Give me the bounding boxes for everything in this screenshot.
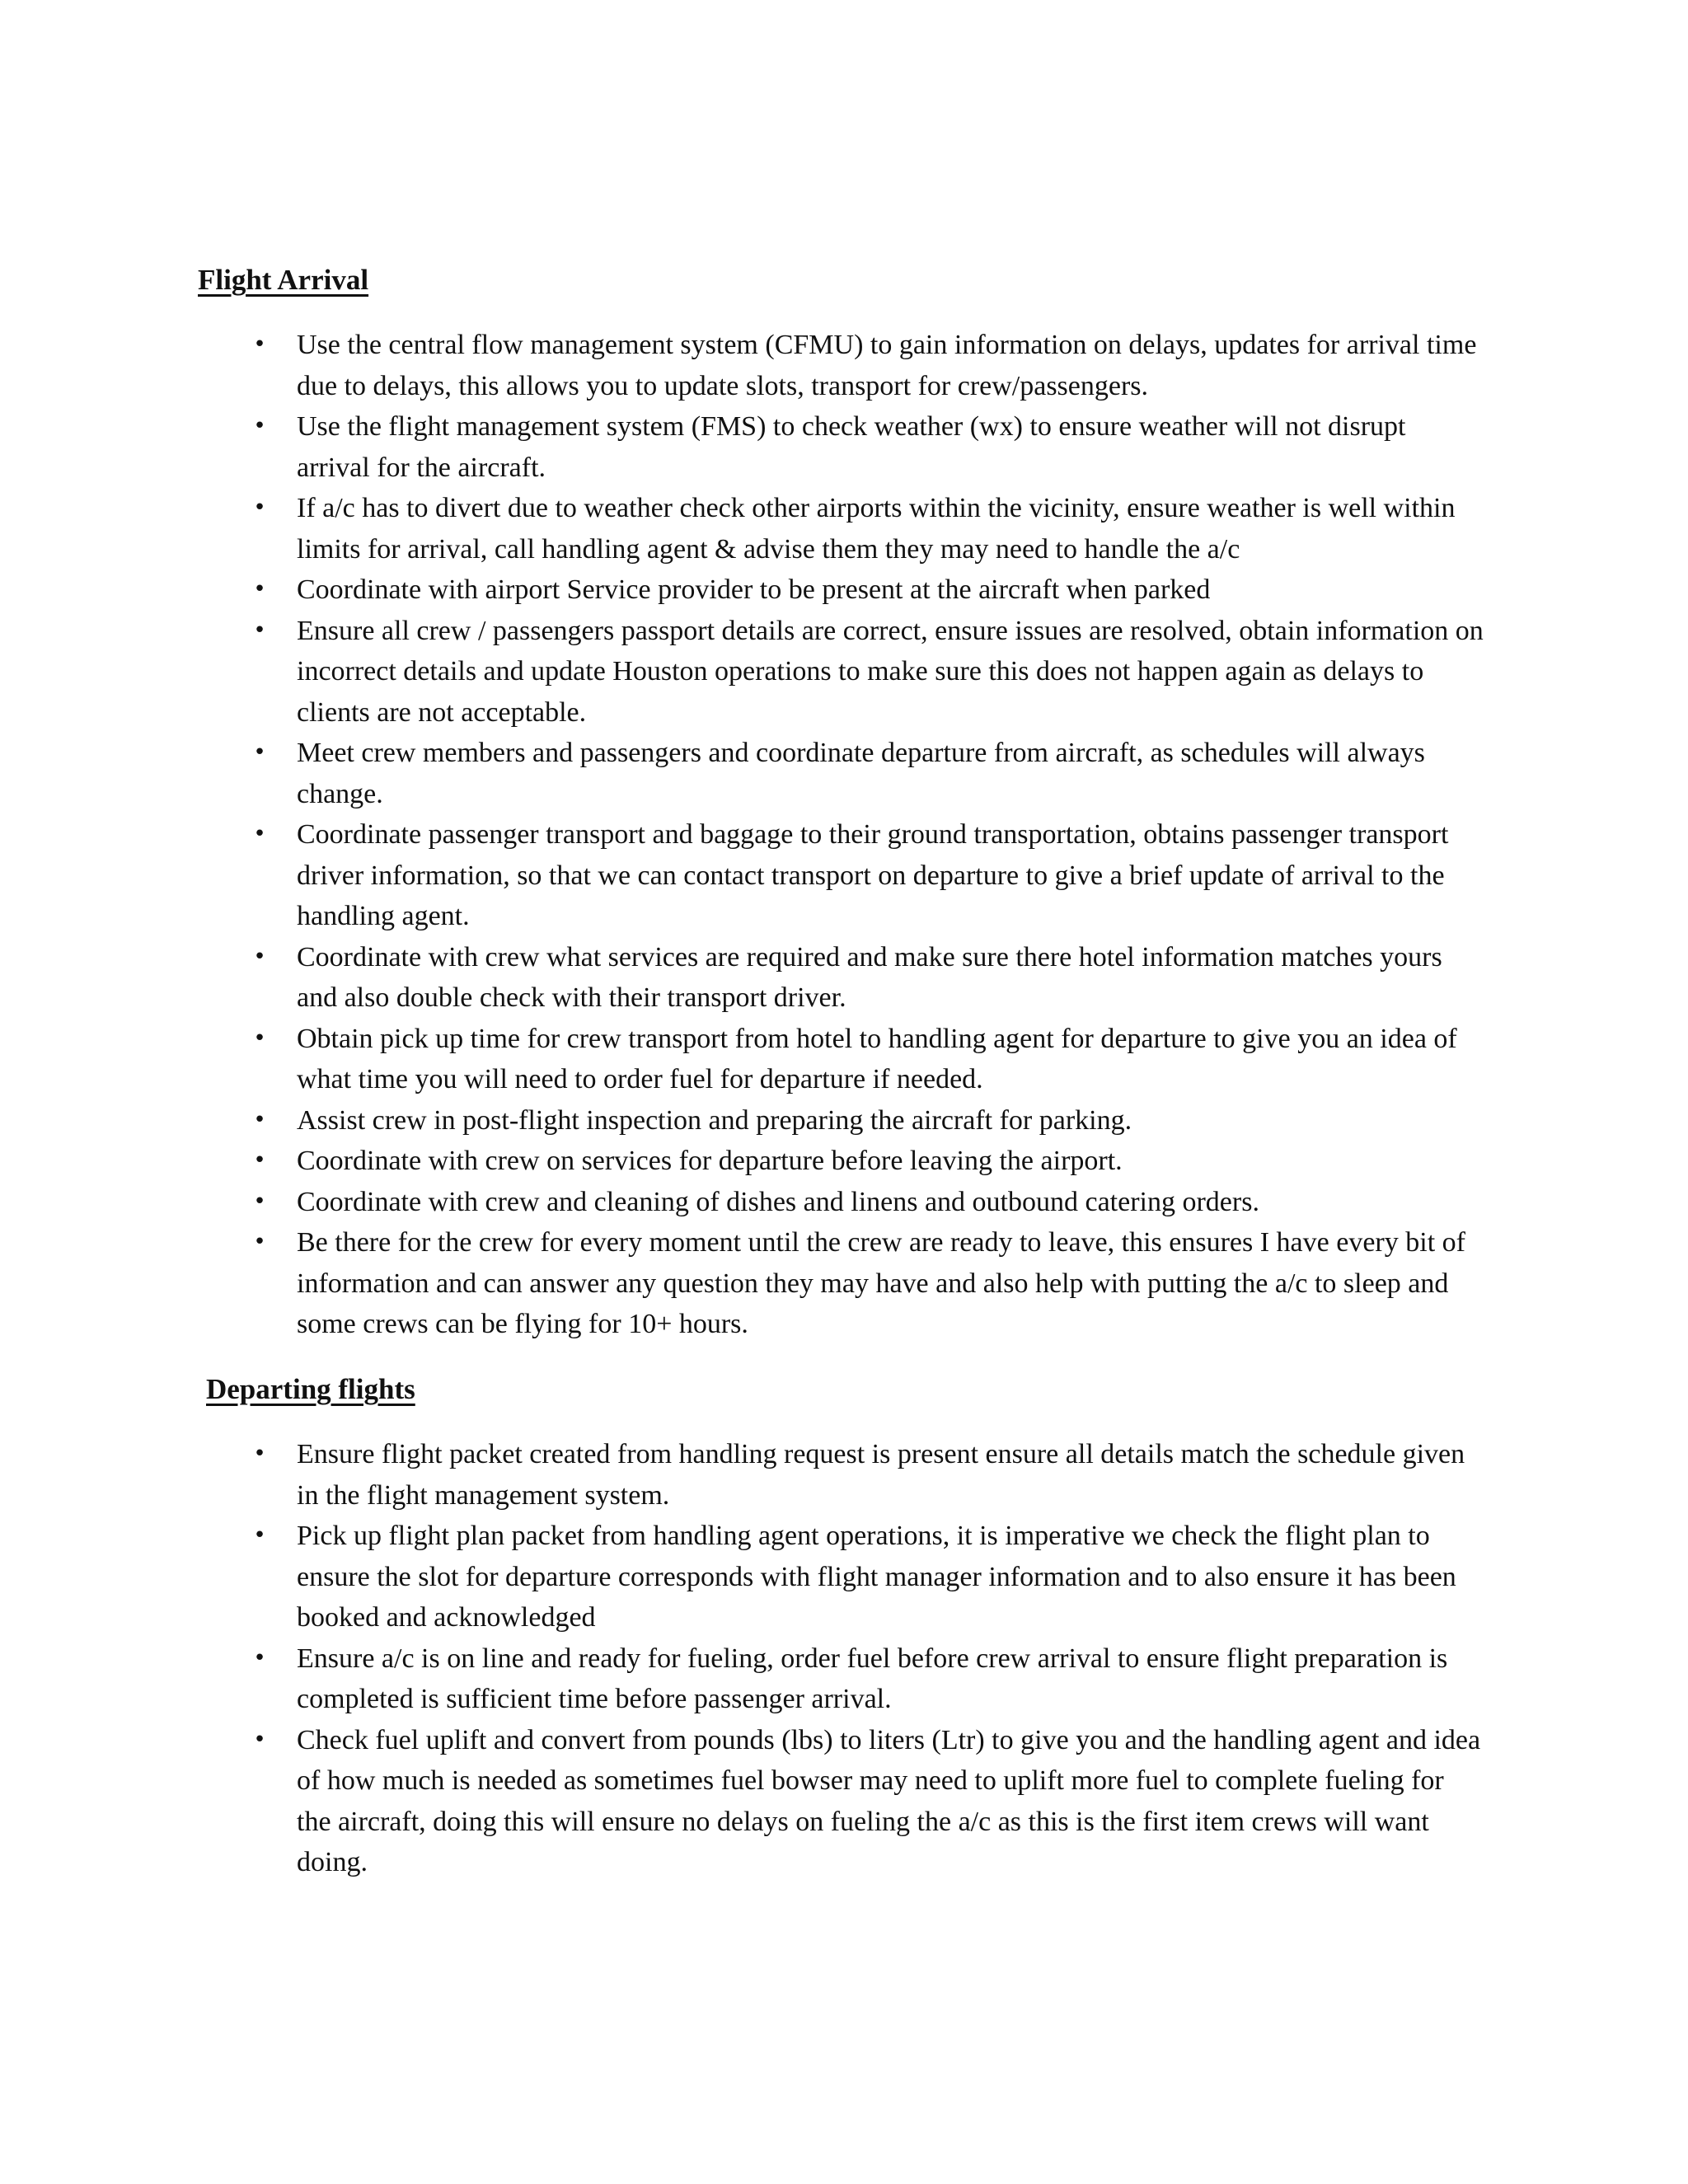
list-item <box>0 1222 1484 1345</box>
flight-arrival-list <box>0 325 1688 1345</box>
bullet-icon: • <box>253 1025 266 1051</box>
bullet-icon: • <box>253 332 266 357</box>
list-item <box>0 937 1484 1019</box>
bullet-icon: • <box>253 1727 266 1752</box>
list-item <box>0 1100 1484 1141</box>
list-item <box>0 1720 1484 1883</box>
list-item-text: Coordinate with crew what services are required and make sure there hotel information matches yours and also double check with their transport driver. <box>297 941 1442 1013</box>
list-item <box>0 1141 1484 1182</box>
list-item <box>0 1516 1484 1638</box>
list-item <box>0 406 1484 488</box>
list-item-text: Meet crew members and passengers and coordinate departure from aircraft, as schedules will always change. <box>297 738 1425 809</box>
list-item-text: Pick up flight plan packet from handling agent operations, it is imperative we check the flight plan to ensure the slot for departure corresponds with flight manager information and to also ensure it has been booked and acknowledged <box>297 1521 1456 1633</box>
bullet-icon: • <box>253 1148 266 1173</box>
list-item <box>0 733 1484 814</box>
bullet-icon: • <box>253 1441 266 1466</box>
list-item <box>0 569 1484 611</box>
bullet-icon: • <box>253 414 266 438</box>
bullet-icon: • <box>253 822 266 846</box>
bullet-icon: • <box>253 1230 266 1254</box>
list-item-text: Coordinate with crew and cleaning of dishes and linens and outbound catering orders. <box>297 1186 1259 1217</box>
list-item-text: Ensure a/c is on line and ready for fueling, order fuel before crew arrival to ensure flight preparation is completed is sufficient time before passenger arrival. <box>297 1643 1448 1714</box>
list-item-text: Ensure flight packet created from handling request is present ensure all details match the schedule given in the flight management system. <box>297 1439 1465 1511</box>
bullet-icon: • <box>253 944 266 969</box>
list-item-text: Coordinate with crew on services for departure before leaving the airport. <box>297 1146 1123 1176</box>
list-item <box>0 611 1484 733</box>
list-item-text: Use the central flow management system (CFMU) to gain information on delays, updates for arrival time due to delays, this allows you to update slots, transport for crew/passengers. <box>297 330 1477 401</box>
list-item-text: Check fuel uplift and convert from pounds (lbs) to liters (Ltr) to give you and the handling agent and idea of how much is needed as sometimes fuel bowser may need to uplift more fuel to complete fueling for the aircraft, doing this will ensure no delays on fueling the a/c as this is the first item crews will want doing. <box>297 1724 1481 1877</box>
list-item-text: Coordinate with airport Service provider to be present at the aircraft when parked <box>297 574 1211 605</box>
list-item <box>0 1638 1484 1720</box>
list-item-text: If a/c has to divert due to weather check other airports within the vicinity, ensure weather is well within limits for arrival, call handling agent & advise them they may need to handle the a/c <box>297 493 1456 565</box>
list-item <box>0 488 1484 569</box>
bullet-icon: • <box>253 1107 266 1132</box>
bullet-icon: • <box>253 740 266 765</box>
list-item <box>0 814 1484 937</box>
bullet-icon: • <box>253 617 266 643</box>
list-item <box>0 1019 1484 1100</box>
section-heading-departing-flights: Departing flights <box>206 1373 415 1405</box>
list-item-text: Assist crew in post-flight inspection and preparing the aircraft for parking. <box>297 1104 1132 1136</box>
bullet-icon: • <box>253 1188 266 1214</box>
section-heading-flight-arrival: Flight Arrival <box>198 264 369 296</box>
list-item-text: Coordinate passenger transport and baggage to their ground transportation, obtains passenger transport driver information, so that we can contact transport on departure to give a brief update of arrival to the handling agent. <box>297 819 1449 931</box>
bullet-icon: • <box>253 577 266 602</box>
bullet-icon: • <box>253 1523 266 1548</box>
list-item-text: Obtain pick up time for crew transport from hotel to handling agent for departure to give you an idea of what time you will need to order fuel for departure if needed. <box>297 1023 1457 1094</box>
list-item-text: Use the flight management system (FMS) to check weather (wx) to ensure weather will not disrupt arrival for the aircraft. <box>297 411 1406 483</box>
list-item <box>0 1182 1484 1223</box>
list-item <box>0 1434 1484 1516</box>
departing-flights-list <box>0 1434 1688 1883</box>
list-item <box>0 325 1484 406</box>
list-item-text: Ensure all crew / passengers passport details are correct, ensure issues are resolved, obtain information on incorrect details and update Houston operations to make sure this does not happen again as delays to clients are not acceptable. <box>297 615 1484 728</box>
bullet-icon: • <box>253 495 266 520</box>
bullet-icon: • <box>253 1645 266 1671</box>
list-item-text: Be there for the crew for every moment until the crew are ready to leave, this ensures I have every bit of information and can answer any question they may have and also help with putting the a/c to sleep and some crews can be flying for 10+ hours. <box>297 1227 1465 1339</box>
